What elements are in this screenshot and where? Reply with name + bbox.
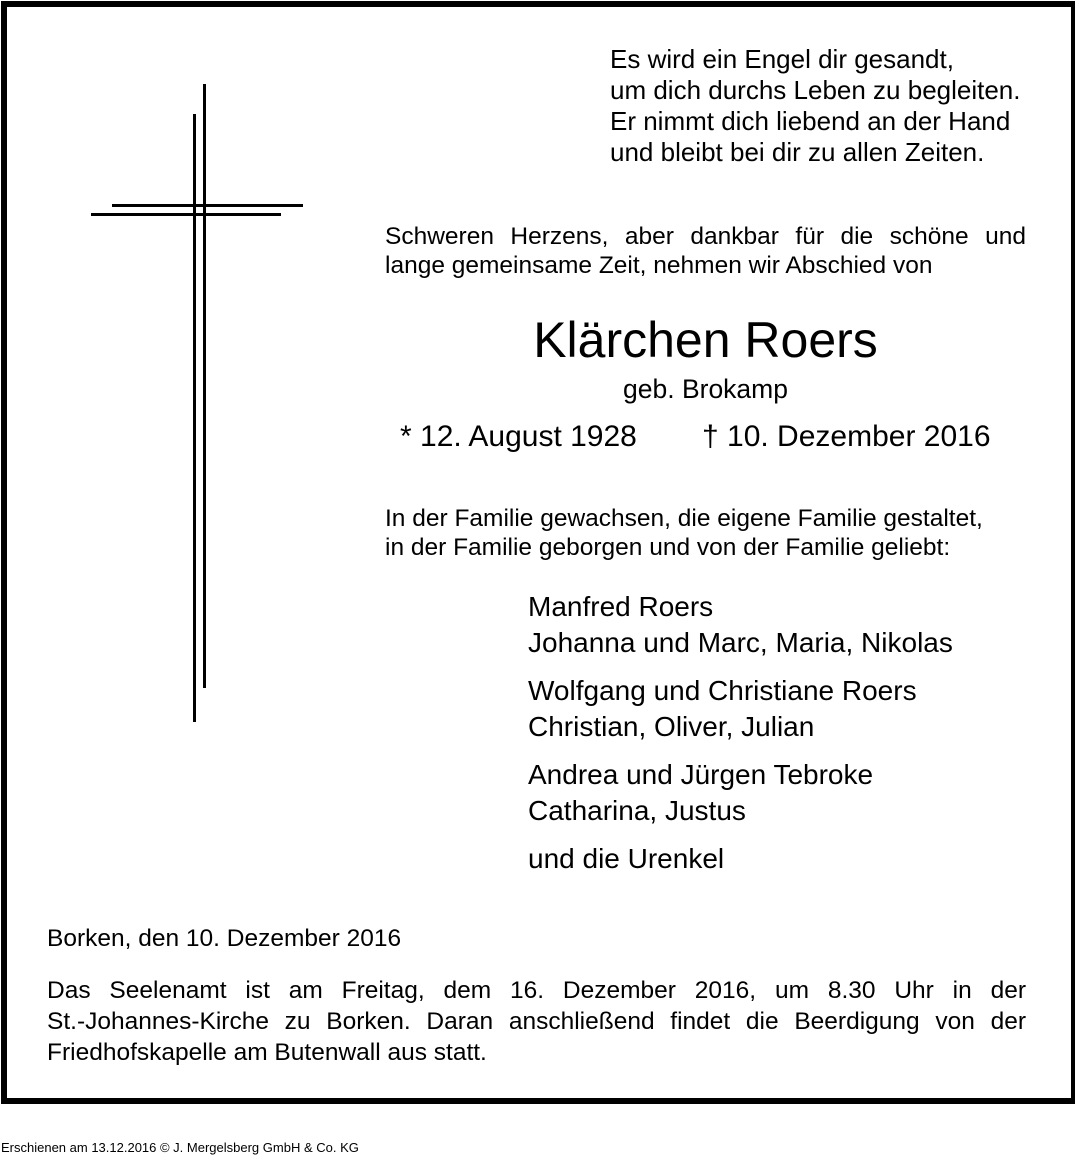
mourner-children: Christian, Oliver, Julian (528, 711, 815, 742)
poem (610, 44, 1021, 168)
cross-vertical-back (203, 84, 206, 688)
deceased-name: Klärchen Roers (533, 312, 878, 368)
death-date: † 10. Dezember 2016 (702, 420, 991, 453)
farewell-intro (385, 222, 1026, 280)
mourner-group (528, 841, 953, 877)
mourner-group (528, 589, 953, 661)
mourners-list (528, 589, 953, 889)
mourner-head: und die Urenkel (528, 843, 725, 874)
maiden-name: geb. Brokamp (623, 374, 788, 404)
intro-line: Schweren Herzens, aber dankbar für die schöne und (385, 223, 1026, 250)
service-announcement (47, 975, 1026, 1068)
poem-line: Es wird ein Engel dir gesandt, (610, 44, 954, 74)
mourner-children: Johanna und Marc, Maria, Nikolas (528, 627, 953, 658)
poem-line: Er nimmt dich liebend an der Hand (610, 106, 1011, 136)
birth-date: * 12. August 1928 (400, 420, 637, 453)
mourner-group (528, 673, 953, 745)
service-line: Friedhofskapelle am Butenwall aus statt. (47, 1039, 487, 1066)
mourner-group (528, 757, 953, 829)
mourner-children: Catharina, Justus (528, 795, 746, 826)
place-date: Borken, den 10. Dezember 2016 (47, 925, 402, 952)
mourner-head: Manfred Roers (528, 591, 714, 622)
poem-line: um dich durchs Leben zu begleiten. (610, 75, 1021, 105)
poem-line: und bleibt bei dir zu allen Zeiten. (610, 137, 985, 167)
publication-footer: Erschienen am 13.12.2016 © J. Mergelsberg GmbH & Co. KG (1, 1140, 359, 1155)
intro-line: lange gemeinsame Zeit, nehmen wir Abschied von (385, 252, 933, 279)
family-intro-line: in der Familie geborgen und von der Familie geliebt: (385, 534, 951, 561)
service-line: Das Seelenamt ist am Freitag, dem 16. Dezember 2016, um 8.30 Uhr in der (47, 977, 1026, 1004)
cross-horizontal-back (112, 204, 303, 207)
mourner-head: Andrea und Jürgen Tebroke (528, 759, 874, 790)
family-intro-line: In der Familie gewachsen, die eigene Familie gestaltet, (385, 505, 983, 532)
family-intro (385, 504, 1026, 562)
service-line: St.-Johannes-Kirche zu Borken. Daran anschließend findet die Beerdigung von der (47, 1008, 1026, 1035)
mourner-head: Wolfgang und Christiane Roers (528, 675, 917, 706)
cross-horizontal-front (91, 213, 281, 216)
